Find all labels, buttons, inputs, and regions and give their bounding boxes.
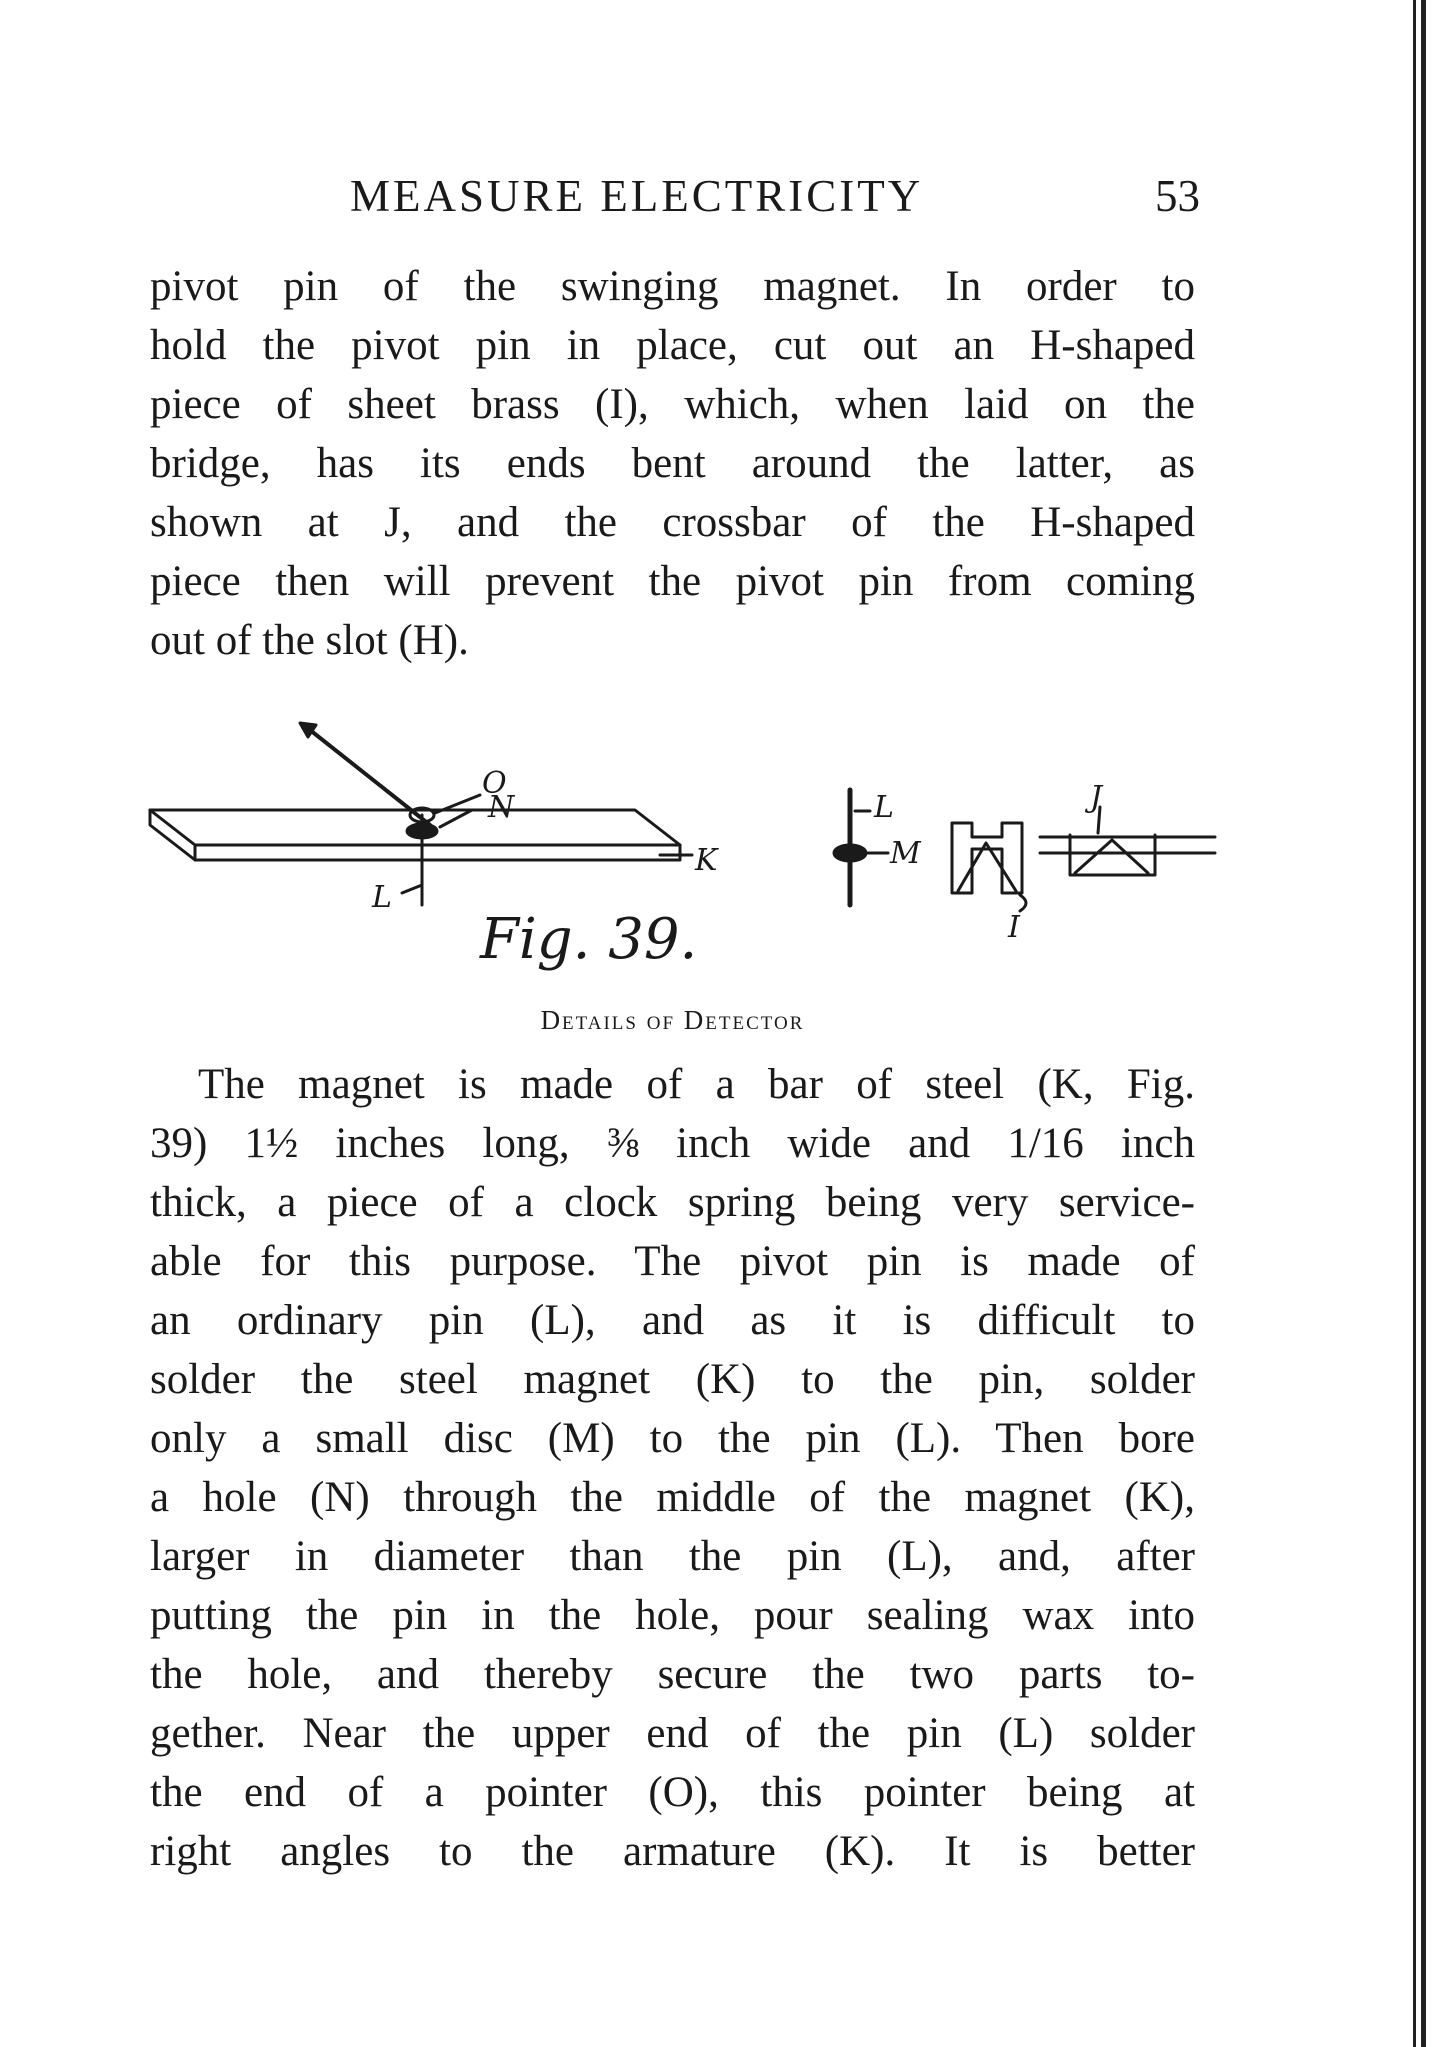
text-line: larger in diameter than the pin (L), and, after: [150, 1533, 1195, 1580]
text-line: gether. Near the upper end of the pin (L) solder: [150, 1710, 1195, 1757]
bridge-with-h-piece-drawing: [1040, 807, 1215, 875]
text-line: out of the slot (H).: [150, 617, 469, 664]
h-shaped-piece-drawing: [952, 823, 1026, 911]
text-line: putting the pin in the hole, pour sealing wax into: [150, 1592, 1195, 1639]
binding-edge-line: [1421, 0, 1426, 2047]
callout-j: J: [1090, 780, 1103, 815]
text-line: hold the pivot pin in place, cut out an H-shaped: [150, 322, 1195, 369]
text-line: right angles to the armature (K). It is better: [150, 1828, 1195, 1875]
callout-l-detail: L: [874, 790, 894, 825]
text-line: piece of sheet brass (I), which, when laid on the: [150, 381, 1195, 428]
callout-k: K: [695, 843, 718, 878]
text-line: bridge, has its ends bent around the latter, as: [150, 440, 1195, 487]
paragraph-2: [150, 1055, 1195, 1881]
page-number: 53: [1155, 171, 1200, 221]
text-line: able for this purpose. The pivot pin is made of: [150, 1238, 1195, 1285]
text-line: 39) 1½ inches long, ⅜ inch wide and 1/16 inch: [150, 1120, 1195, 1167]
callout-l: L: [372, 880, 392, 915]
figure-caption: Details of Detector: [540, 1005, 805, 1035]
text-line: pivot pin of the swinging magnet. In order to: [150, 263, 1195, 310]
pin-leader-lines: [402, 855, 692, 905]
text-line: only a small disc (M) to the pin (L). Then bore: [150, 1415, 1195, 1462]
page-header: [150, 166, 1200, 226]
text-line: shown at J, and the crossbar of the H-shaped: [150, 499, 1195, 546]
text-line: a hole (N) through the middle of the magnet (K),: [150, 1474, 1195, 1521]
text-line: the end of a pointer (O), this pointer being at: [150, 1769, 1195, 1816]
callout-i: I: [1008, 910, 1020, 945]
text-line: solder the steel magnet (K) to the pin, solder: [150, 1356, 1195, 1403]
text-line: piece then will prevent the pivot pin from coming: [150, 558, 1195, 605]
paragraph-1: [150, 257, 1195, 670]
figure-label: Fig. 39.: [480, 907, 698, 972]
callout-n: N: [488, 790, 515, 825]
text-line: thick, a piece of a clock spring being very service-: [150, 1179, 1195, 1226]
binding-edge-line: [1413, 0, 1416, 2047]
text-line: the hole, and thereby secure the two parts to-: [150, 1651, 1195, 1698]
text-line: The magnet is made of a bar of steel (K, Fig.: [198, 1061, 1195, 1108]
running-head: MEASURE ELECTRICITY: [350, 171, 924, 221]
callout-m: M: [890, 836, 921, 871]
callout-o: O: [482, 766, 507, 801]
text-line: an ordinary pin (L), and as it is difficult to: [150, 1297, 1195, 1344]
